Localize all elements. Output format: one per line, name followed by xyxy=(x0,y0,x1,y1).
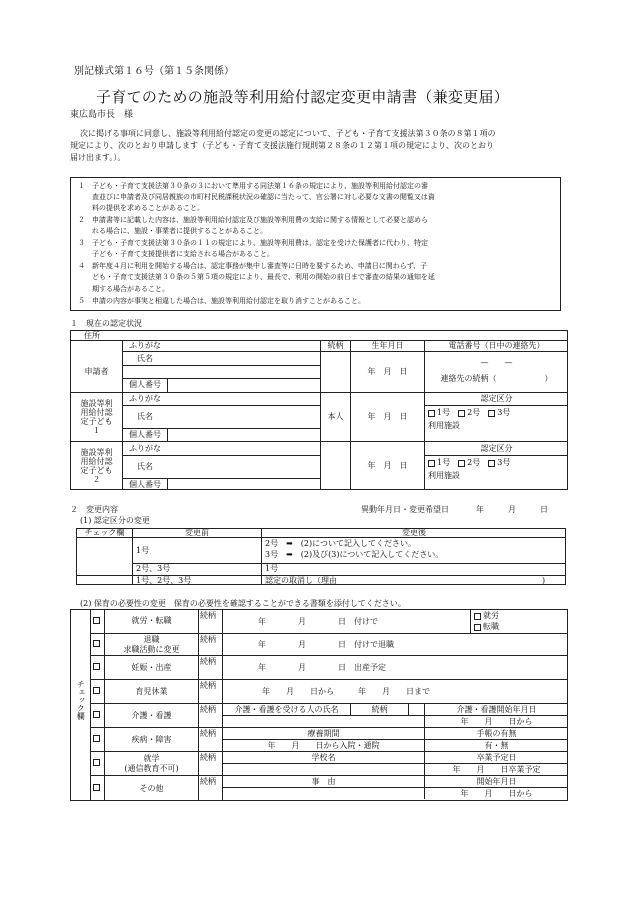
employment-date[interactable]: 年 月 日 付けで xyxy=(258,617,378,626)
nursing-relation-header: 続柄 xyxy=(371,704,388,714)
start-date-header: 開始年月日 xyxy=(476,776,517,786)
row-label-line: 求職活動に変更 xyxy=(123,644,180,654)
nintei-label: 認定区分 xyxy=(480,443,513,453)
facility-label: 利用施設 xyxy=(428,421,460,430)
kojin-label: 個人番号 xyxy=(129,380,161,390)
kojin-label: 個人番号 xyxy=(129,430,161,440)
note-line: ども・子育て支援法第３０条の５第５項の規定により、最長で、利用の開始の前日まで審査の結果の通知を延 xyxy=(78,273,435,281)
after-header: 変更後 xyxy=(402,527,426,537)
checkbox-icon[interactable] xyxy=(474,624,481,631)
before-grade1: 1号 xyxy=(136,546,150,555)
grade3-label: 3号 xyxy=(497,408,511,417)
handbook-header: 手帳の有無 xyxy=(476,728,517,738)
note-line: 期する場合があること。 xyxy=(78,285,169,293)
address-label: 住所 xyxy=(84,330,100,340)
checkbox-icon[interactable] xyxy=(93,759,100,766)
zokugara-label: 続柄 xyxy=(200,681,216,690)
child2-label-line: 施設等利 xyxy=(80,447,113,457)
checkbox-icon[interactable] xyxy=(488,410,495,417)
reason-header: 事 由 xyxy=(311,776,336,786)
nintei-label: 認定区分 xyxy=(480,394,513,404)
note-line: ４ 新年度４月に利用を開始する場合は、認定事務が集中し審査等に日時を要するため、申請日に関わらず、子 xyxy=(78,262,428,270)
row-label-line: 退職 xyxy=(143,634,160,644)
grade3-label: 3号 xyxy=(497,458,511,467)
row-label-line: (通信教育不可) xyxy=(124,763,179,773)
child1-birthdate[interactable]: 年 月 日 xyxy=(367,412,408,422)
honnin-label: 本人 xyxy=(327,412,344,422)
checkbox-icon[interactable] xyxy=(428,410,435,417)
zokugara-label: 続柄 xyxy=(200,635,216,644)
addressee: 東広島市長 様 xyxy=(70,110,134,120)
note-line: 子ども・子育て支援提供者に支給される場合があること。 xyxy=(78,250,274,258)
row-label-illness: 疾病・障害 xyxy=(131,734,172,744)
name-label: 氏名 xyxy=(137,353,153,363)
handbook-value[interactable]: 有・無 xyxy=(484,740,509,750)
grade2-label: 2号 xyxy=(467,408,481,417)
zokugara-label: 続柄 xyxy=(200,657,216,666)
subsection1-heading: (1) 認定区分の変更 xyxy=(80,516,150,525)
intro-line-3: 届け出ます。）。 xyxy=(70,153,126,162)
grade2-label: 2号 xyxy=(467,458,481,467)
name-label: 氏名 xyxy=(137,462,153,472)
graduation-value[interactable]: 年 月 日卒業予定 xyxy=(452,764,541,774)
graduation-header: 卒業予定日 xyxy=(476,752,517,762)
checkbox-icon[interactable] xyxy=(474,613,481,620)
section1-heading: １ 現在の認定状況 xyxy=(70,319,142,328)
leave-period[interactable]: 年 月 日から 年 月 日まで xyxy=(262,687,430,696)
child1-label-line: １ xyxy=(92,426,101,436)
checkbox-icon[interactable] xyxy=(93,784,100,791)
zokugara-label: 続柄 xyxy=(200,611,216,620)
checkbox-icon[interactable] xyxy=(428,460,435,467)
note-line: １ 子ども・子育て支援法第３０条の３において準用する同法第１６条の規定により、施設等利用給付認定の審 xyxy=(78,182,428,190)
row-label-pregnancy: 妊娠・出産 xyxy=(131,662,172,672)
after-grade2-note: 2号 ➡ (2)について記入してください。 xyxy=(265,539,416,548)
child2-label xyxy=(71,443,122,489)
treatment-period-value[interactable]: 年 月 日から入院・通院 xyxy=(267,740,380,750)
zokugara-label: 続柄 xyxy=(200,753,216,762)
change-date-label: 異動年月日・変更希望日 xyxy=(361,505,449,514)
before-grade23: 2号、3号 xyxy=(136,564,171,573)
start-date-value[interactable]: 年 月 日から xyxy=(460,788,533,798)
checkbox-icon[interactable] xyxy=(93,663,100,670)
retirement-date[interactable]: 年 月 日 付けで退職 xyxy=(258,640,394,649)
zokugara-label: 続柄 xyxy=(200,777,216,786)
birthdate-header: 生年月日 xyxy=(371,341,404,351)
treatment-period-header: 療養期間 xyxy=(307,728,340,738)
row-label-retirement xyxy=(105,634,198,655)
checkbox-icon[interactable] xyxy=(93,640,100,647)
checkbox-icon[interactable] xyxy=(488,460,495,467)
page-title: 子育てのための施設等利用給付認定変更申請書（兼変更届） xyxy=(96,88,510,106)
grade1-label: 1号 xyxy=(437,408,451,417)
furigana-label: ふりがな xyxy=(129,443,161,453)
checkbox-icon[interactable] xyxy=(93,711,100,718)
after-cancel-reason-end: ) xyxy=(542,576,546,585)
option-label: 転職 xyxy=(483,622,499,631)
check-column-header: チェック欄 xyxy=(84,527,125,537)
zokugara-label: 続柄 xyxy=(200,705,216,714)
row-label-employment: 就労・転職 xyxy=(131,616,172,626)
after-grade3-note: 3号 ➡ (2)及び(3)について記入してください。 xyxy=(265,550,444,559)
checkbox-icon[interactable] xyxy=(93,735,100,742)
phone-header: 電話番号（日中の連絡先） xyxy=(448,341,545,351)
applicant-label: 申請者 xyxy=(84,367,109,377)
checkbox-icon[interactable] xyxy=(93,687,100,694)
furigana-label: ふりがな xyxy=(129,341,161,351)
note-line: 料の提供を求めることがあること。 xyxy=(78,204,204,212)
child2-birthdate[interactable]: 年 月 日 xyxy=(367,461,408,471)
kojin-label: 個人番号 xyxy=(129,479,161,489)
option-job-change[interactable] xyxy=(474,622,499,632)
section2-heading: ２ 変更内容 xyxy=(70,505,118,514)
nursing-person-header: 介護・看護を受ける人の氏名 xyxy=(234,704,339,714)
zokugara-label: 続柄 xyxy=(200,729,216,738)
checkbox-icon[interactable] xyxy=(458,410,465,417)
checkbox-icon[interactable] xyxy=(458,460,465,467)
nursing-start-header: 介護・看護開始年月日 xyxy=(456,704,537,714)
after-cancel-reason[interactable]: 認定の取消し（理由 xyxy=(265,576,337,585)
child2-label-line: 用給付認 xyxy=(80,456,113,466)
nursing-start-value[interactable]: 年 月 日から xyxy=(460,716,533,726)
child1-label-line: 用給付認 xyxy=(80,407,113,417)
due-date[interactable]: 年 月 日 出産予定 xyxy=(258,663,386,672)
change-date-value[interactable]: 年 月 日 xyxy=(476,505,548,514)
before-header: 変更前 xyxy=(185,527,209,537)
note-line: れる場合に、施設・事業者に提供することがあること。 xyxy=(78,227,267,235)
furigana-label: ふりがな xyxy=(129,394,161,404)
child2-label-line: 定子ども xyxy=(80,466,113,475)
note-line: ２ 申請書等に記載した内容は、施設等利用給付認定及び施設等利用費の支給に関する情報として必要と認めら xyxy=(78,216,428,224)
facility-label: 利用施設 xyxy=(428,471,460,480)
row-label-nursing: 介護・看護 xyxy=(131,710,172,720)
intro-line-2: 規定により、次のとおり申請します（子ども・子育て支援法施行規則第２８条の１２第１項の規定により、次のとおり xyxy=(70,141,494,150)
note-line: 査並びに申請者及び同居親族の市町村民税課税状況の確認に当たって、官公署に対し必要な文書の閲覧又は資 xyxy=(78,193,435,201)
name-label: 氏名 xyxy=(137,412,153,422)
school-name-header: 学校名 xyxy=(311,752,336,762)
row-label-other: その他 xyxy=(139,783,164,793)
note-line: ３ 子ども・子育て支援法第３０条の１１の規定により、施設等利用費は、認定を受けた保護者に代わり、特定 xyxy=(78,239,428,247)
zokugara-header: 続柄 xyxy=(327,341,344,351)
child1-label xyxy=(71,394,122,440)
subsection2-heading: (2) 保育の必要性の変更 保育の必要性を確認することができる書類を添付してください。 xyxy=(80,599,406,608)
check-column-vertical: チェック欄 xyxy=(76,680,86,720)
child2-label-line: ２ xyxy=(92,475,101,485)
child1-label-line: 施設等利 xyxy=(80,398,113,408)
before-grade123: 1号、2号、3号 xyxy=(136,576,192,585)
applicant-birthdate[interactable]: 年 月 日 xyxy=(367,367,408,377)
option-employment[interactable] xyxy=(474,611,499,621)
grade1-label: 1号 xyxy=(437,458,451,467)
child1-grade-checkboxes[interactable] xyxy=(428,408,510,418)
checkbox-icon[interactable] xyxy=(93,617,100,624)
form-number: 別記様式第１６号（第１５条関係） xyxy=(74,66,234,77)
contact-relation[interactable]: 連絡先の続柄（ ） xyxy=(440,374,553,384)
phone-value[interactable]: — — xyxy=(480,358,513,368)
intro-line-1: 次に掲げる事項に同意し、施設等利用給付認定の変更の認定について、子ども・子育て支援法第３０条の８第１項の xyxy=(80,129,496,138)
child2-grade-checkboxes[interactable] xyxy=(428,458,510,468)
row-label-study xyxy=(105,752,198,775)
after-grade1: 1号 xyxy=(265,564,279,573)
option-label: 就労 xyxy=(483,611,499,620)
child1-label-line: 定子ども xyxy=(80,417,113,426)
note-line: ５ 申請の内容が事実と相違した場合は、施設等利用給付認定を取り消すことがあること。 xyxy=(78,297,365,305)
row-label-childcare-leave: 育児休業 xyxy=(135,686,168,696)
row-label-line: 就学 xyxy=(143,753,160,763)
